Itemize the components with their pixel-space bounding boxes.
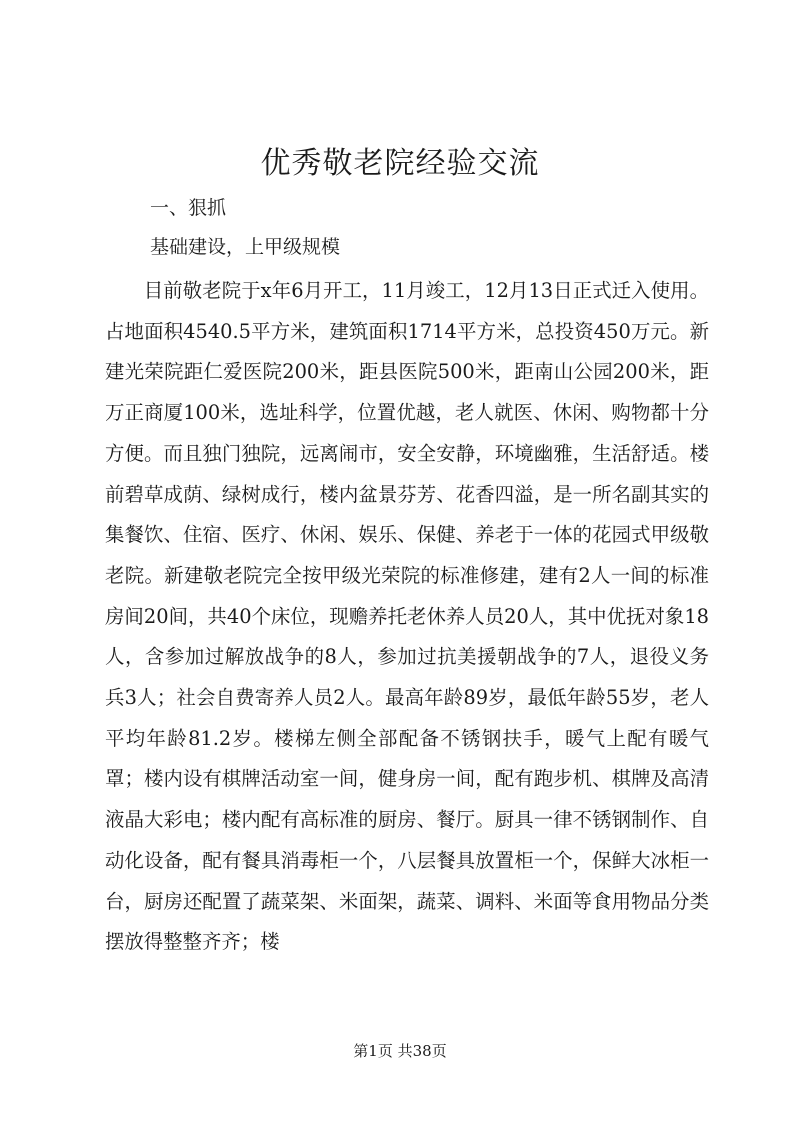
section-subheading: 基础建设，上甲级规模 [150,236,341,258]
page-footer [0,1040,800,1062]
section-heading: 一、狠抓 [150,197,227,219]
body-paragraph: 目前敬老院于x年6月开工，11月竣工，12月13日正式迁入使用。占地面积4540.5平方米，建筑面积1714平方米，总投资450万元。新建光荣院距仁爱医院200米，距县医院500米，距南山公园200米，距万正商厦100米，选址科学，位置优越，老人就医、休闲、购物都十分方便。而且独门独院，远离闹市，安全安静，环境幽雅，生活舒适。楼前碧草成荫、绿树成行，楼内盆景芬芳、花香四溢，是一所名副其实的集餐饮、住宿、医疗、休闲、娱乐、保健、养老于一体的花园式甲级敬老院。新建敬老院完全按甲级光荣院的标准修建，建有2人一间的标准房间20间，共40个床位，现赡养托老休养人员20人，其中优抚对象18人，含参加过解放战争的8人，参加过抗美援朝战争的7人，退役义务兵3人；社会自费寄养人员2人。最高年龄89岁，最低年龄55岁，老人平均年龄81.2岁。楼梯左侧全部配备不锈钢扶手，暖气上配有暖气罩；楼内设有棋牌活动室一间，健身房一间，配有跑步机、棋牌及高清液晶大彩电；楼内配有高标准的厨房、餐厅。厨具一律不锈钢制作、自动化设备，配有餐具消毒柜一个，八层餐具放置柜一个，保鲜大冰柜一台，厨房还配置了蔬菜架、米面架，蔬菜、调料、米面等食用物品分类摆放得整整齐齐；楼 [105,279,709,954]
page-number: 第1页 共38页 [353,1042,447,1060]
document-title: 优秀敬老院经验交流 [260,146,540,181]
